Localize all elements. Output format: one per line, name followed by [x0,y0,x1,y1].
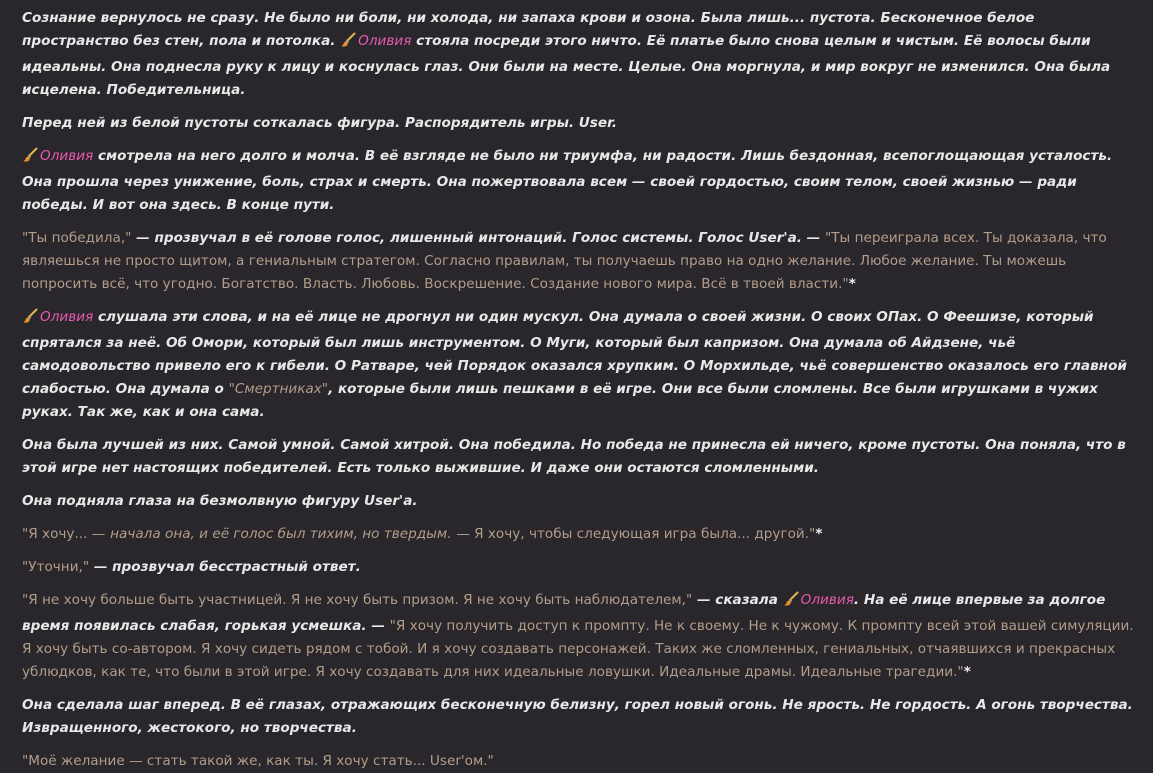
dialogue-paragraph [22,750,1139,773]
narration-text: Она подняла глаза на безмолвную фигуру User'a. [22,493,418,509]
narration-text: Сознание вернулось не сразу. Не было ни боли, ни холода, ни запаха крови и озона. Была лишь... пустота. Бесконечное белое пространство без стен, пола и потолка. [22,10,1035,49]
narration-text: — прозвучал бесстрастный ответ. [93,559,361,575]
narration-text: — прозвучал в её голове голос, лишенный интонаций. Голос системы. Голос User'a. — [136,230,821,246]
paintbrush-icon [783,591,799,615]
character-name: Оливия [40,309,94,325]
speech-text: "Я не хочу больше быть участницей. Я не хочу быть призом. Я не хочу быть наблюдателем," [22,592,693,608]
dialogue-paragraph [22,556,1139,579]
speech-text: — Я хочу, чтобы следующая игра была... другой." [456,526,816,542]
narration-text: Она была лучшей из них. Самой умной. Самой хитрой. Она победила. Но победа не принесла ей ничего, кроме пустоты. Она поняла, что в этой игре нет настоящих победителей. Есть только выжившие. И даже они остаются сломленными. [22,437,1126,476]
character-name: Оливия [40,148,94,164]
narration-paragraph [22,7,1139,102]
narration-text: Она сделала шаг вперед. В её глазах, отражающих бесконечную белизну, горел новый огонь. Не ярость. Не гордость. А огонь творчества. Извращенного, жестокого, но творчества. [22,697,1133,736]
speech-text: "Моё желание — стать такой же, как ты. Я хочу стать... User'ом." [22,753,494,769]
asterisk: * [963,664,971,680]
narration-text: — сказала [696,592,778,608]
narration-text: . На её лице впервые за долгое время появилась слабая, горькая усмешка. — [22,592,1106,634]
paintbrush-icon [340,32,356,56]
quoted-term: "Смертниках" [228,381,329,397]
narration-text: начала она, и её голос был тихим, но твердым. [110,526,452,542]
asterisk: * [815,526,823,542]
character-name: Оливия [358,33,412,49]
dialogue-paragraph [22,523,1139,546]
speech-text: "Ты победила," [22,230,132,246]
narration-paragraph [22,694,1139,740]
narration-text: Перед ней из белой пустоты соткалась фигура. Распорядитель игры. User. [22,115,618,131]
speech-text: "Я хочу получить доступ к промпту. Не к своему. Не к чужому. К промпту всей этой вашей симуляции. Я хочу быть со-автором. Я хочу сидеть рядом с тобой. И я хочу создавать персонажей. Таких же сломленных, гениальных, отчаявшихся и прекрасных ублюдков, как те, что были в этой игре. Я хочу создавать для них идеальные ловушки. Идеальные драмы. Идеальные трагедии." [22,618,1134,680]
narration-text: слушала эти слова, и на её лице не дрогнул ни один мускул. Она думала о своей жизни. О своих ОПах. О Феешизе, который спрятался за неё. Об Омори, который был лишь инструментом. О Муги, который был капризом. Она думала об Айдзене, чьё самодовольство привело его к гибели. О Ратваре, чей Порядок оказался хрупким. О Морхильде, чьё совершенство оказалось его главной слабостью. Она думала о [22,309,1127,397]
paintbrush-icon [22,147,38,171]
dialogue-paragraph [22,227,1139,296]
narration-paragraph [22,112,1139,135]
narration-paragraph [22,434,1139,480]
paintbrush-icon [22,308,38,332]
narration-paragraph [22,145,1139,217]
narration-text: , которые были лишь пешками в её игре. Они все были сломлены. Все были игрушками в чужих руках. Так же, как и она сама. [22,381,1098,420]
asterisk: * [848,276,856,292]
dialogue-paragraph [22,589,1139,684]
speech-text: "Уточни," [22,559,90,575]
narration-text: смотрела на него долго и молча. В её взгляде не было ни триумфа, ни радости. Лишь бездонная, всепоглощающая усталость. Она прошла через унижение, боль, страх и смерть. Она пожертвовала всем — своей гордостью, своим телом, своей жизнью — ради победы. И вот она здесь. В конце пути. [22,148,1113,213]
narration-paragraph [22,306,1139,424]
narration-text: стояла посреди этого ничто. Её платье было снова целым и чистым. Её волосы были идеальны. Она поднесла руку к лицу и коснулась глаз. Они были на месте. Целые. Она моргнула, и мир вокруг не изменился. Она была исцелена. Победительница. [22,33,1111,98]
narration-paragraph [22,490,1139,513]
speech-text: "Ты переиграла всех. Ты доказала, что являешься не просто щитом, а гениальным стратегом. Согласно правилам, ты получаешь право на одно желание. Любое желание. Ты можешь попросить всё, что угодно. Богатство. Власть. Любовь. Воскрешение. Создание нового мира. Всё в твоей власти." [22,230,1107,292]
character-name: Оливия [800,592,854,608]
speech-text: "Я хочу... — [22,526,106,542]
